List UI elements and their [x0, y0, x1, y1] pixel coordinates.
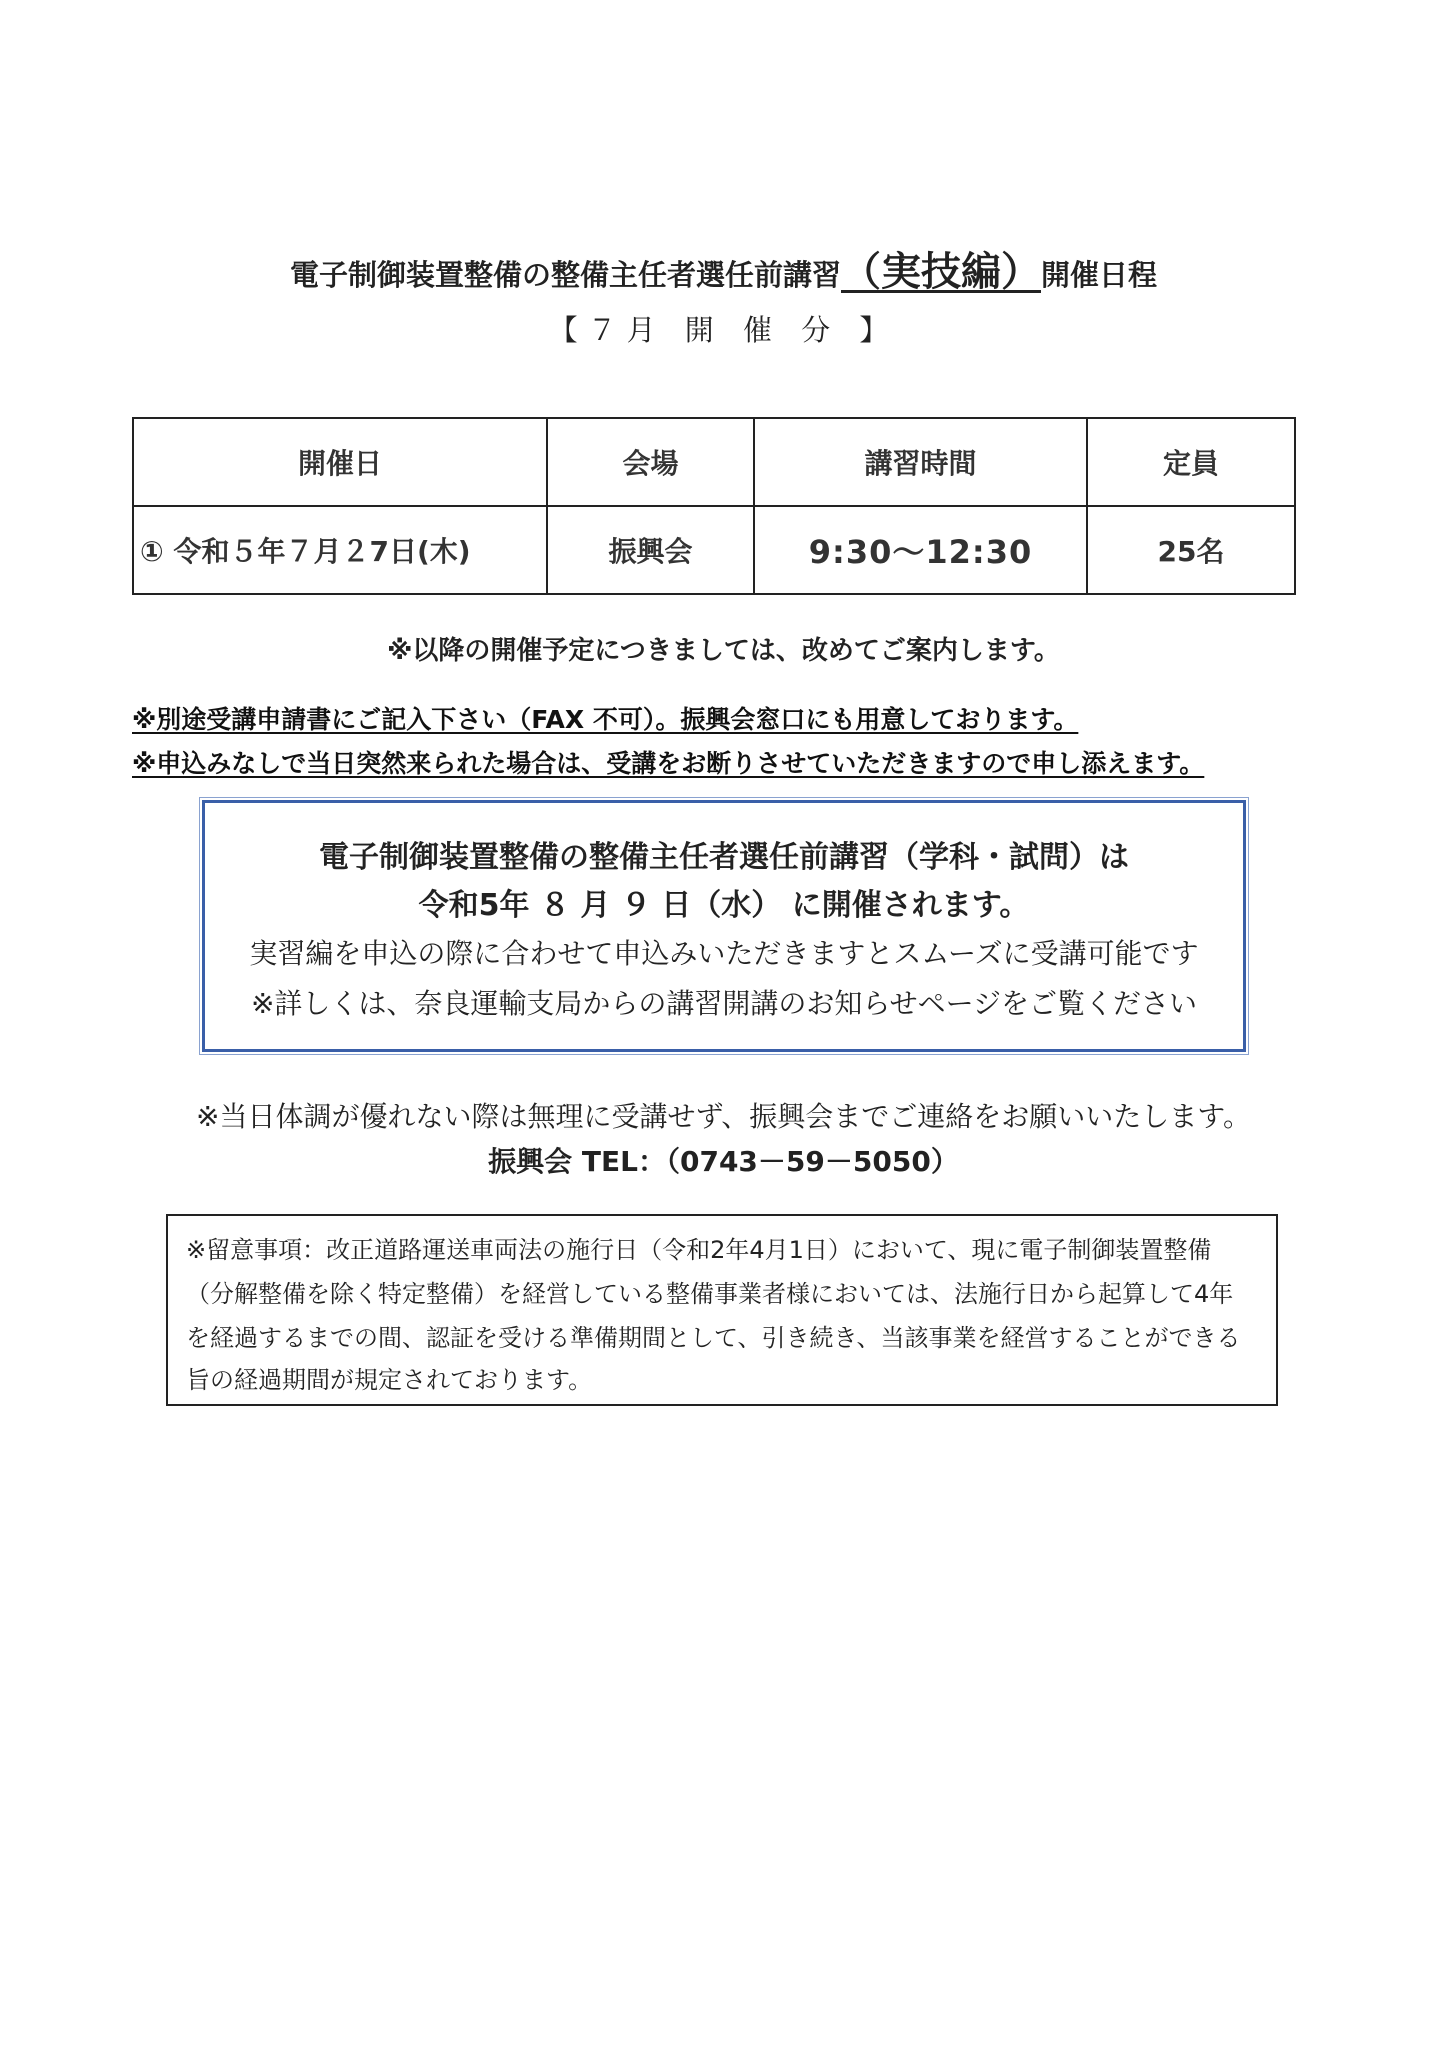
header-venue: 会場	[547, 418, 754, 506]
schedule-table	[132, 417, 1296, 595]
note-line-3: を経過するまでの間、認証を受ける準備期間として、引き続き、当該事業を経営することができる	[186, 1324, 1241, 1352]
cell-venue: 振興会	[547, 506, 754, 594]
page-subtitle: 【７月 開 催 分 】	[548, 313, 899, 347]
health-notice: ※当日体調が優れない際は無理に受講せず、振興会までご連絡をお願いいたします。	[196, 1100, 1251, 1133]
future-schedule-notice: ※以降の開催予定につきましては、改めてご案内します。	[387, 636, 1060, 666]
info-box-line-2: 令和5年 ８ 月 ９ 日（水） に開催されます。	[418, 888, 1030, 923]
title-highlight: （実技編）	[841, 249, 1041, 295]
table-header-row	[133, 418, 1295, 506]
page-title	[0, 240, 1447, 297]
warning-application-form: ※別途受講申請書にご記入下さい（FAX 不可）。振興会窓口にも用意しております。	[132, 705, 1079, 734]
cell-time: 9:30～12:30	[754, 506, 1087, 594]
info-box-line-3: 実習編を申込の際に合わせて申込みいただきますとスムーズに受講可能です	[249, 937, 1199, 970]
cell-date: ① 令和５年７月２7日(木)	[133, 506, 547, 594]
note-line-4: 旨の経過期間が規定されております。	[186, 1366, 593, 1394]
cell-capacity: 25名	[1087, 506, 1295, 594]
header-capacity: 定員	[1087, 418, 1295, 506]
info-box-line-1: 電子制御装置整備の整備主任者選任前講習（学科・試問）は	[319, 840, 1129, 875]
warning-no-walkin: ※申込みなしで当日突然来られた場合は、受講をお断りさせていただきますので申し添えます。	[132, 749, 1205, 778]
table-row	[133, 506, 1295, 594]
note-line-2: （分解整備を除く特定整備）を経営している整備事業者様においては、法施行日から起算して4年	[186, 1280, 1234, 1308]
note-line-1: ※留意事項：改正道路運送車両法の施行日（令和2年4月1日）において、現に電子制御装置整備	[186, 1236, 1212, 1264]
header-time: 講習時間	[754, 418, 1087, 506]
title-prefix: 電子制御装置整備の整備主任者選任前講習	[289, 258, 841, 292]
header-date: 開催日	[133, 418, 547, 506]
title-suffix: 開催日程	[1041, 258, 1158, 292]
contact-phone: 振興会 TEL：（0743－59－5050）	[488, 1145, 959, 1178]
info-box-line-4: ※詳しくは、奈良運輸支局からの講習開講のお知らせページをご覧ください	[250, 987, 1198, 1020]
